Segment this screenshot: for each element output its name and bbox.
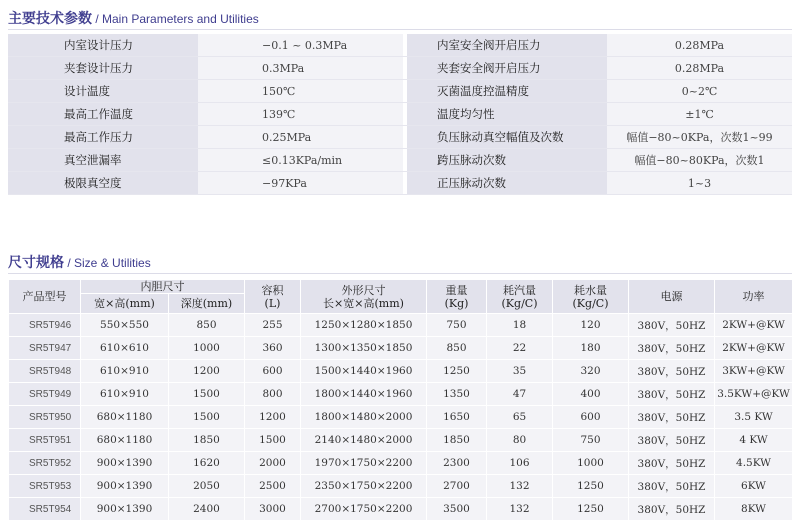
power-source-cell: 380V，50HZ (629, 337, 715, 360)
power-source-cell: 380V，50HZ (629, 383, 715, 406)
parameter-value: 幅值−80~0KPa，次数1~99 (607, 126, 792, 149)
weight-cell: 2700 (427, 475, 487, 498)
parameter-value: 0.25MPa (198, 126, 403, 149)
power-source-cell: 380V，50HZ (629, 406, 715, 429)
parameter-label: 内室设计压力 (8, 34, 198, 57)
weight-cell: 1650 (427, 406, 487, 429)
outer-size-cell: 1800×1480×2000 (301, 406, 427, 429)
section-title-sep: / (92, 12, 103, 26)
parameter-label: 最高工作压力 (8, 126, 198, 149)
steam-cell: 22 (487, 337, 553, 360)
col-inner-wh: 宽×高(mm) (81, 294, 169, 314)
outer-size-cell: 1970×1750×2200 (301, 452, 427, 475)
volume-cell: 255 (245, 314, 301, 337)
parameter-label: 温度均匀性 (407, 103, 607, 126)
weight-cell: 3500 (427, 498, 487, 521)
col-volume-unit: (L) (264, 296, 281, 310)
inner-wh-cell: 610×610 (81, 337, 169, 360)
table-row (9, 498, 793, 521)
power-source-cell: 380V，50HZ (629, 314, 715, 337)
parameter-row (8, 34, 792, 57)
volume-cell: 1200 (245, 406, 301, 429)
title-divider (8, 29, 792, 30)
table-row (9, 429, 793, 452)
model-cell: SR5T952 (9, 452, 81, 475)
outer-size-cell: 1800×1440×1960 (301, 383, 427, 406)
volume-cell: 800 (245, 383, 301, 406)
sizes-table (8, 279, 793, 521)
parameter-label: 内室安全阀开启压力 (407, 34, 607, 57)
section-title-zh: 尺寸规格 (8, 255, 64, 271)
power-cell: 4.5KW (715, 452, 793, 475)
volume-cell: 3000 (245, 498, 301, 521)
model-cell: SR5T949 (9, 383, 81, 406)
model-cell: SR5T951 (9, 429, 81, 452)
inner-depth-cell: 1000 (169, 337, 245, 360)
model-cell: SR5T950 (9, 406, 81, 429)
inner-wh-cell: 680×1180 (81, 429, 169, 452)
table-row (9, 360, 793, 383)
col-water-unit: (Kg/C) (572, 296, 609, 310)
col-water (553, 280, 629, 314)
inner-depth-cell: 1500 (169, 406, 245, 429)
weight-cell: 1850 (427, 429, 487, 452)
inner-wh-cell: 680×1180 (81, 406, 169, 429)
col-volume-label: 容积 (261, 283, 284, 297)
power-source-cell: 380V，50HZ (629, 429, 715, 452)
model-cell: SR5T948 (9, 360, 81, 383)
volume-cell: 600 (245, 360, 301, 383)
parameter-label: 跨压脉动次数 (407, 149, 607, 172)
power-cell: 3KW+@KW (715, 360, 793, 383)
inner-depth-cell: 1850 (169, 429, 245, 452)
power-source-cell: 380V，50HZ (629, 498, 715, 521)
weight-cell: 1250 (427, 360, 487, 383)
volume-cell: 1500 (245, 429, 301, 452)
inner-wh-cell: 900×1390 (81, 498, 169, 521)
parameter-value: 150℃ (198, 80, 403, 103)
table-row (9, 383, 793, 406)
section-title-sep: / (64, 256, 75, 270)
inner-wh-cell: 900×1390 (81, 452, 169, 475)
power-cell: 8KW (715, 498, 793, 521)
parameter-row (8, 149, 792, 172)
model-cell: SR5T946 (9, 314, 81, 337)
section-title-sizes (8, 252, 151, 272)
parameter-value: 幅值−80~80KPa，次数1 (607, 149, 792, 172)
steam-cell: 106 (487, 452, 553, 475)
parameter-label: 极限真空度 (8, 172, 198, 195)
water-cell: 750 (553, 429, 629, 452)
parameter-value: −97KPa (198, 172, 403, 195)
parameter-value: 139℃ (198, 103, 403, 126)
col-outer-size (301, 280, 427, 314)
col-water-label: 耗水量 (574, 283, 607, 297)
col-weight-label: 重量 (445, 283, 468, 297)
table-row (9, 452, 793, 475)
inner-depth-cell: 2050 (169, 475, 245, 498)
outer-size-cell: 2700×1750×2200 (301, 498, 427, 521)
power-cell: 2KW+@KW (715, 314, 793, 337)
power-cell: 4 KW (715, 429, 793, 452)
table-row (9, 337, 793, 360)
outer-size-cell: 1300×1350×1850 (301, 337, 427, 360)
parameter-label: 最高工作温度 (8, 103, 198, 126)
parameter-row (8, 172, 792, 195)
inner-depth-cell: 1500 (169, 383, 245, 406)
col-power-source: 电源 (629, 280, 715, 314)
col-steam-unit: (Kg/C) (501, 296, 538, 310)
power-source-cell: 380V，50HZ (629, 360, 715, 383)
water-cell: 1250 (553, 498, 629, 521)
section-title-en: Size & Utilities (74, 256, 151, 270)
outer-size-cell: 2140×1480×2000 (301, 429, 427, 452)
steam-cell: 132 (487, 498, 553, 521)
parameter-label: 负压脉动真空幅值及次数 (407, 126, 607, 149)
inner-wh-cell: 610×910 (81, 360, 169, 383)
inner-depth-cell: 1200 (169, 360, 245, 383)
inner-depth-cell: 850 (169, 314, 245, 337)
water-cell: 600 (553, 406, 629, 429)
col-outer-unit: 长×宽×高(mm) (323, 296, 404, 310)
steam-cell: 18 (487, 314, 553, 337)
outer-size-cell: 1250×1280×1850 (301, 314, 427, 337)
parameter-label: 真空泄漏率 (8, 149, 198, 172)
water-cell: 120 (553, 314, 629, 337)
model-cell: SR5T947 (9, 337, 81, 360)
outer-size-cell: 1500×1440×1960 (301, 360, 427, 383)
outer-size-cell: 2350×1750×2200 (301, 475, 427, 498)
inner-wh-cell: 550×550 (81, 314, 169, 337)
section-title-zh: 主要技术参数 (8, 11, 92, 27)
section-title-parameters (8, 8, 259, 28)
steam-cell: 35 (487, 360, 553, 383)
water-cell: 400 (553, 383, 629, 406)
col-inner-depth: 深度(mm) (169, 294, 245, 314)
col-steam (487, 280, 553, 314)
table-row (9, 314, 793, 337)
parameter-row (8, 80, 792, 103)
parameter-value: 0~2℃ (607, 80, 792, 103)
inner-wh-cell: 610×910 (81, 383, 169, 406)
water-cell: 320 (553, 360, 629, 383)
parameter-value: ±1℃ (607, 103, 792, 126)
parameter-label: 正压脉动次数 (407, 172, 607, 195)
parameter-row (8, 126, 792, 149)
parameter-row (8, 57, 792, 80)
parameter-label: 夹套安全阀开启压力 (407, 57, 607, 80)
inner-wh-cell: 900×1390 (81, 475, 169, 498)
col-power: 功率 (715, 280, 793, 314)
parameter-value: 0.3MPa (198, 57, 403, 80)
model-cell: SR5T954 (9, 498, 81, 521)
steam-cell: 65 (487, 406, 553, 429)
model-cell: SR5T953 (9, 475, 81, 498)
power-cell: 2KW+@KW (715, 337, 793, 360)
weight-cell: 850 (427, 337, 487, 360)
col-outer-label: 外形尺寸 (341, 283, 386, 297)
parameter-value: ≤0.13KPa/min (198, 149, 403, 172)
power-cell: 3.5 KW (715, 406, 793, 429)
water-cell: 1250 (553, 475, 629, 498)
water-cell: 180 (553, 337, 629, 360)
parameter-value: 0.28MPa (607, 57, 792, 80)
power-cell: 3.5KW+@KW (715, 383, 793, 406)
title-divider (8, 273, 792, 274)
parameter-row (8, 103, 792, 126)
col-steam-label: 耗汽量 (503, 283, 536, 297)
volume-cell: 2500 (245, 475, 301, 498)
col-volume (245, 280, 301, 314)
steam-cell: 132 (487, 475, 553, 498)
inner-depth-cell: 1620 (169, 452, 245, 475)
parameter-label: 灭菌温度控温精度 (407, 80, 607, 103)
parameter-value: 0.28MPa (607, 34, 792, 57)
parameter-value: 1~3 (607, 172, 792, 195)
volume-cell: 360 (245, 337, 301, 360)
col-weight-unit: (Kg) (444, 296, 469, 310)
steam-cell: 80 (487, 429, 553, 452)
col-inner-size: 内胆尺寸 (81, 280, 245, 294)
table-row (9, 406, 793, 429)
parameter-value: −0.1 ~ 0.3MPa (198, 34, 403, 57)
parameters-table (8, 34, 792, 195)
power-source-cell: 380V，50HZ (629, 475, 715, 498)
inner-depth-cell: 2400 (169, 498, 245, 521)
steam-cell: 47 (487, 383, 553, 406)
volume-cell: 2000 (245, 452, 301, 475)
section-title-en: Main Parameters and Utilities (102, 12, 259, 26)
water-cell: 1000 (553, 452, 629, 475)
col-weight (427, 280, 487, 314)
parameter-label: 夹套设计压力 (8, 57, 198, 80)
power-source-cell: 380V，50HZ (629, 452, 715, 475)
col-model: 产品型号 (9, 280, 81, 314)
power-cell: 6KW (715, 475, 793, 498)
weight-cell: 750 (427, 314, 487, 337)
table-row (9, 475, 793, 498)
weight-cell: 2300 (427, 452, 487, 475)
weight-cell: 1350 (427, 383, 487, 406)
parameter-label: 设计温度 (8, 80, 198, 103)
